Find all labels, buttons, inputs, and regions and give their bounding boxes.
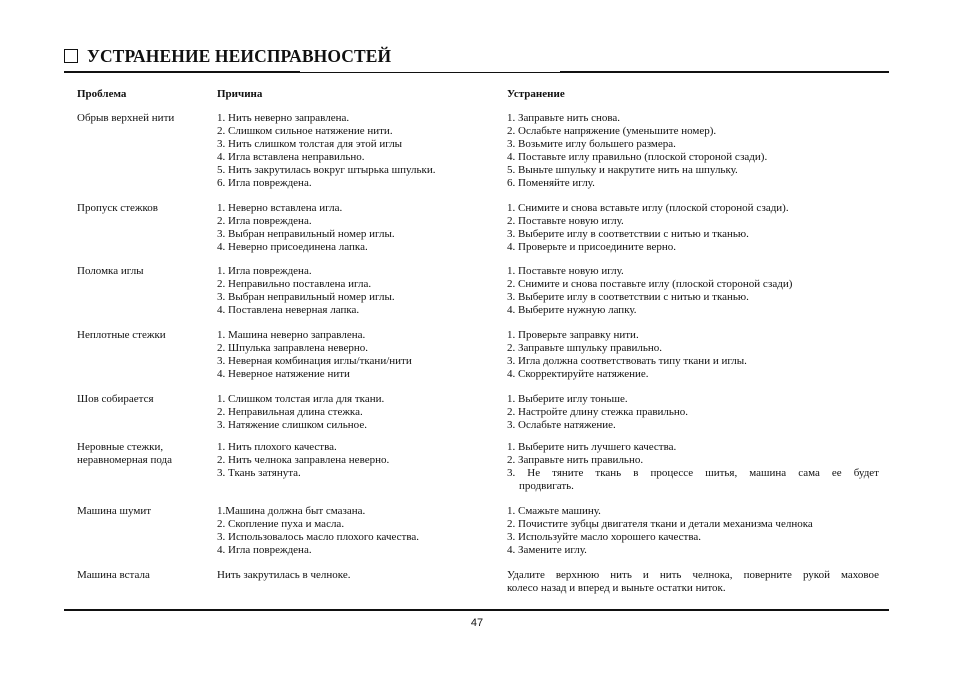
fix-item: 6. Поменяйте иглу. — [507, 177, 595, 189]
problem-text: Неровные стежки, — [77, 441, 164, 453]
cause-item: 3. Использовалось масло плохого качества. — [217, 531, 420, 543]
fix-item-continuation: колесо назад и вперед и выньте остатки ниток. — [507, 582, 726, 594]
cause-item: 1. Нить неверно заправлена. — [217, 112, 350, 124]
fix-cell — [507, 329, 879, 381]
fix-item: 2. Ослабьте напряжение (уменьшите номер). — [507, 125, 717, 137]
fix-item: 2. Почистите зубцы двигателя ткани и детали механизма челнока — [507, 518, 813, 530]
problem-cell — [77, 505, 207, 518]
problem-cell — [77, 265, 207, 278]
problem-text: Поломка иглы — [77, 265, 144, 277]
cause-cell — [217, 265, 502, 317]
cause-item: 4. Неверно присоединена лапка. — [217, 241, 368, 253]
problem-text: Неплотные стежки — [77, 329, 166, 341]
problem-text: Машина шумит — [77, 505, 152, 517]
page-title — [64, 44, 391, 68]
fix-item: 4. Поставьте иглу правильно (плоской стороной сзади). — [507, 151, 768, 163]
header-problem: Проблема — [77, 88, 127, 100]
fix-item: 3. Выберите иглу в соответствии с нитью и тканью. — [507, 228, 749, 240]
fix-item: 3. Используйте масло хорошего качества. — [507, 531, 702, 543]
cause-item: Нить закрутилась в челноке. — [217, 569, 351, 581]
fix-item: 4. Замените иглу. — [507, 544, 587, 556]
problem-cell — [77, 202, 207, 215]
problem-text: неравномерная пода — [77, 454, 172, 466]
cause-item: 2. Неправильная длина стежка. — [217, 406, 363, 418]
cause-cell — [217, 441, 502, 480]
cause-item: 2. Скопление пуха и масла. — [217, 518, 345, 530]
cause-item: 4. Поставлена неверная лапка. — [217, 304, 360, 316]
cause-item: 1. Нить плохого качества. — [217, 441, 337, 453]
fix-cell — [507, 393, 879, 432]
fix-item: 1. Заправьте нить снова. — [507, 112, 621, 124]
cause-item: 1. Машина неверно заправлена. — [217, 329, 366, 341]
cause-item: 2. Неправильно поставлена игла. — [217, 278, 372, 290]
cause-item: 3. Выбран неправильный номер иглы. — [217, 228, 395, 240]
problem-text: Машина встала — [77, 569, 150, 581]
problem-cell — [77, 441, 207, 467]
fix-item: 4. Выберите нужную лапку. — [507, 304, 637, 316]
cause-item: 3. Неверная комбинация иглы/ткани/нити — [217, 355, 412, 367]
fix-item: 3. Ослабьте натяжение. — [507, 419, 616, 431]
problem-cell — [77, 569, 207, 582]
fix-cell — [507, 505, 879, 557]
cause-item: 1. Игла повреждена. — [217, 265, 312, 277]
fix-item: 3. Выберите иглу в соответствии с нитью и тканью. — [507, 291, 749, 303]
fix-item: 3. Возьмите иглу большего размера. — [507, 138, 676, 150]
fix-item: Удалите верхнюю нить и нить челнока, поверните рукой маховое — [507, 569, 879, 581]
cause-cell — [217, 393, 502, 432]
fix-item: 2. Поставьте новую иглу. — [507, 215, 624, 227]
fix-item: 2. Заправьте нить правильно. — [507, 454, 644, 466]
problem-text: Пропуск стежков — [77, 202, 158, 214]
problem-cell — [77, 393, 207, 406]
cause-item: 4. Игла вставлена неправильно. — [217, 151, 365, 163]
cause-item: 2. Нить челнока заправлена неверно. — [217, 454, 390, 466]
fix-item: 1. Выберите иглу тоньше. — [507, 393, 628, 405]
cause-cell — [217, 505, 502, 557]
fix-item: 4. Проверьте и присоедините верно. — [507, 241, 677, 253]
fix-item: 1. Проверьте заправку нити. — [507, 329, 639, 341]
cause-cell — [217, 202, 502, 254]
cause-item: 2. Шпулька заправлена неверно. — [217, 342, 369, 354]
top-rule-gap — [300, 71, 560, 72]
problem-cell — [77, 329, 207, 342]
cause-item: 1. Слишком толстая игла для ткани. — [217, 393, 385, 405]
problem-text: Шов собирается — [77, 393, 154, 405]
cause-item: 3. Выбран неправильный номер иглы. — [217, 291, 395, 303]
cause-cell — [217, 112, 502, 190]
cause-item: 6. Игла повреждена. — [217, 177, 312, 189]
cause-item: 1.Машина должна быт смазана. — [217, 505, 366, 517]
cause-item: 5. Нить закрутилась вокруг штырька шпульки. — [217, 164, 436, 176]
fix-item: 3. Игла должна соответствовать типу ткани и иглы. — [507, 355, 747, 367]
cause-cell — [217, 329, 502, 381]
cause-item: 4. Неверное натяжение нити — [217, 368, 350, 380]
fix-item-continuation: продвигать. — [519, 480, 574, 492]
fix-item: 2. Заправьте шпульку правильно. — [507, 342, 663, 354]
cause-item: 2. Слишком сильное натяжение нити. — [217, 125, 393, 137]
header-fix: Устранение — [507, 88, 565, 100]
cause-item: 3. Нить слишком толстая для этой иглы — [217, 138, 403, 150]
fix-item: 1. Смажьте машину. — [507, 505, 601, 517]
fix-item: 1. Снимите и снова вставьте иглу (плоской стороной сзади). — [507, 202, 789, 214]
fix-cell — [507, 569, 879, 595]
bottom-rule — [64, 609, 889, 611]
fix-cell — [507, 202, 879, 254]
fix-item: 4. Скорректируйте натяжение. — [507, 368, 649, 380]
fix-item: 3. Не тяните ткань в процессе шитья, машина сама ее будет — [507, 467, 879, 479]
cause-item: 4. Игла повреждена. — [217, 544, 312, 556]
cause-item: 1. Неверно вставлена игла. — [217, 202, 343, 214]
fix-item: 1. Выберите нить лучшего качества. — [507, 441, 677, 453]
fix-cell — [507, 265, 879, 317]
header-cause: Причина — [217, 88, 263, 100]
page-title-text: УСТРАНЕНИЕ НЕИСПРАВНОСТЕЙ — [87, 45, 392, 66]
fix-cell — [507, 112, 879, 190]
cause-item: 3. Ткань затянута. — [217, 467, 301, 479]
cause-item: 3. Натяжение слишком сильное. — [217, 419, 367, 431]
cause-item: 2. Игла повреждена. — [217, 215, 312, 227]
cause-cell — [217, 569, 502, 582]
fix-item: 5. Выньте шпульку и накрутите нить на шпульку. — [507, 164, 738, 176]
checkbox-square-icon — [64, 49, 78, 63]
fix-cell — [507, 441, 879, 493]
fix-item: 2. Настройте длину стежка правильно. — [507, 406, 689, 418]
problem-cell — [77, 112, 207, 125]
problem-text: Обрыв верхней нити — [77, 112, 175, 124]
page-number: 47 — [470, 617, 484, 629]
fix-item: 2. Снимите и снова поставьте иглу (плоской стороной сзади) — [507, 278, 793, 290]
fix-item: 1. Поставьте новую иглу. — [507, 265, 624, 277]
